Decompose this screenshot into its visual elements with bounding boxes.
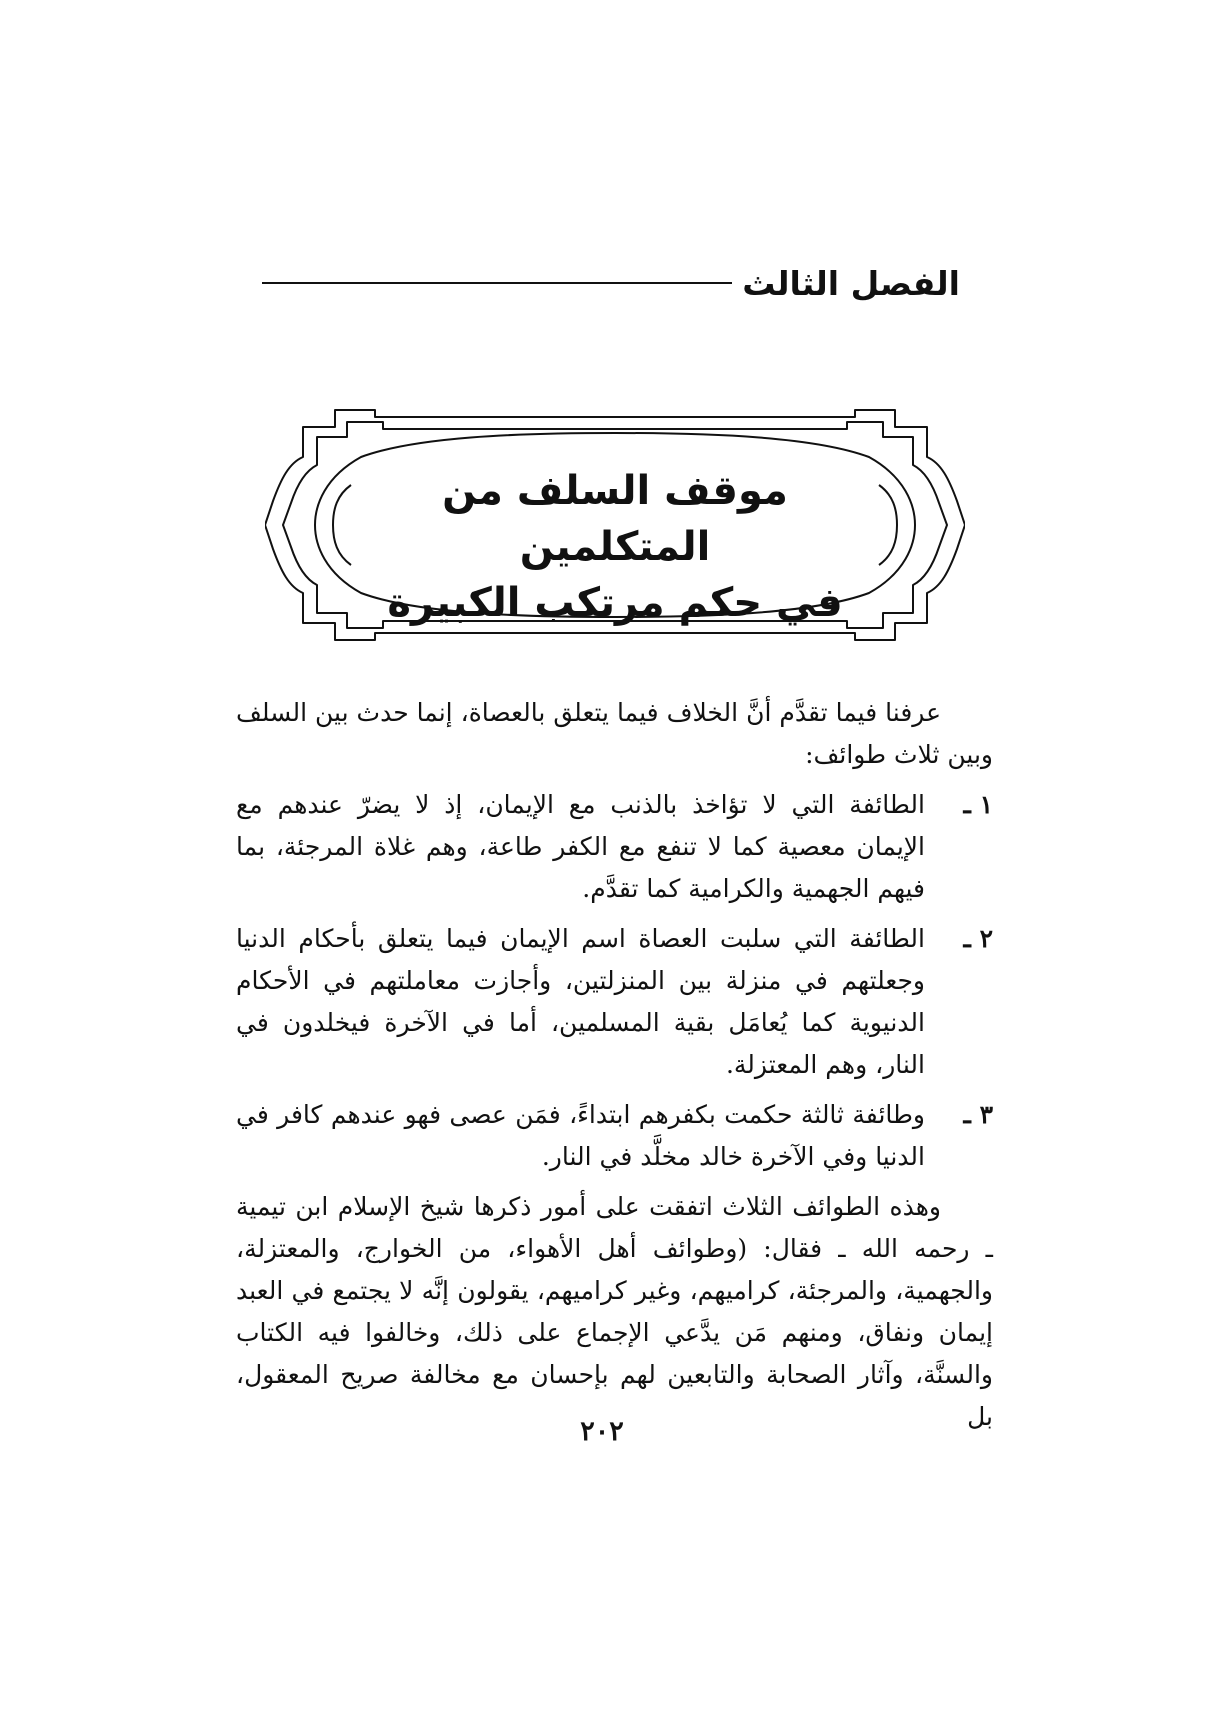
chapter-rule bbox=[262, 282, 732, 284]
list-item bbox=[236, 784, 993, 910]
intro-paragraph: عرفنا فيما تقدَّم أنَّ الخلاف فيما يتعلق بالعصاة، إنما حدث بين السلف وبين ثلاث طوائف: bbox=[236, 698, 993, 769]
section-title-line-1: موقف السلف من المتكلمين bbox=[442, 468, 788, 570]
list-item-number: ٢ ـ bbox=[963, 924, 993, 953]
body-text bbox=[236, 692, 993, 1446]
list-item-text: وطائفة ثالثة حكمت بكفرهم ابتداءً، فمَن عصى فهو عندهم كافر في الدنيا وفي الآخرة خالد مخلَّد في النار. bbox=[236, 1100, 925, 1171]
section-title-frame bbox=[265, 405, 965, 645]
list-item bbox=[236, 918, 993, 1086]
list-item bbox=[236, 1094, 993, 1178]
list-item-text: الطائفة التي سلبت العصاة اسم الإيمان فيما يتعلق بأحكام الدنيا وجعلتهم في منزلة بين المنزلتين، وأجازت معاملتهم في الأحكام الدنيوية كما يُعامَل بقية المسلمين، أما في الآخرة فيخلدون في النار، وهم المعتزلة. bbox=[236, 924, 925, 1079]
section-title-line-2: في حكم مرتكب الكبيرة bbox=[387, 580, 843, 626]
page-number: ٢٠٢ bbox=[580, 1416, 624, 1447]
list-item-number: ١ ـ bbox=[963, 790, 993, 819]
list-item-text: الطائفة التي لا تؤاخذ بالذنب مع الإيمان، إذ لا يضرّ عندهم مع الإيمان معصية كما لا تنفع مع الكفر طاعة، وهم غلاة المرجئة، بما فيهم الجهمية والكرامية كما تقدَّم. bbox=[236, 790, 925, 903]
list-item-number: ٣ ـ bbox=[963, 1100, 993, 1129]
closing-paragraph: وهذه الطوائف الثلاث اتفقت على أمور ذكرها شيخ الإسلام ابن تيمية ـ رحمه الله ـ فقال: (وطوائف أهل الأهواء، من الخوارج، والمعتزلة، والجهمية، والمرجئة، كراميهم، وغير كراميهم، يقولون إنَّه لا يجتمع في العبد إيمان ونفاق، ومنهم مَن يدَّعي الإجماع على ذلك، وخالفوا فيه الكتاب والسنَّة، وآثار الصحابة والتابعين لهم بإحسان مع مخالفة صريح المعقول، بل bbox=[236, 1192, 993, 1431]
chapter-header bbox=[262, 258, 960, 308]
section-title bbox=[360, 463, 870, 631]
chapter-title: الفصل الثالث bbox=[742, 263, 960, 303]
